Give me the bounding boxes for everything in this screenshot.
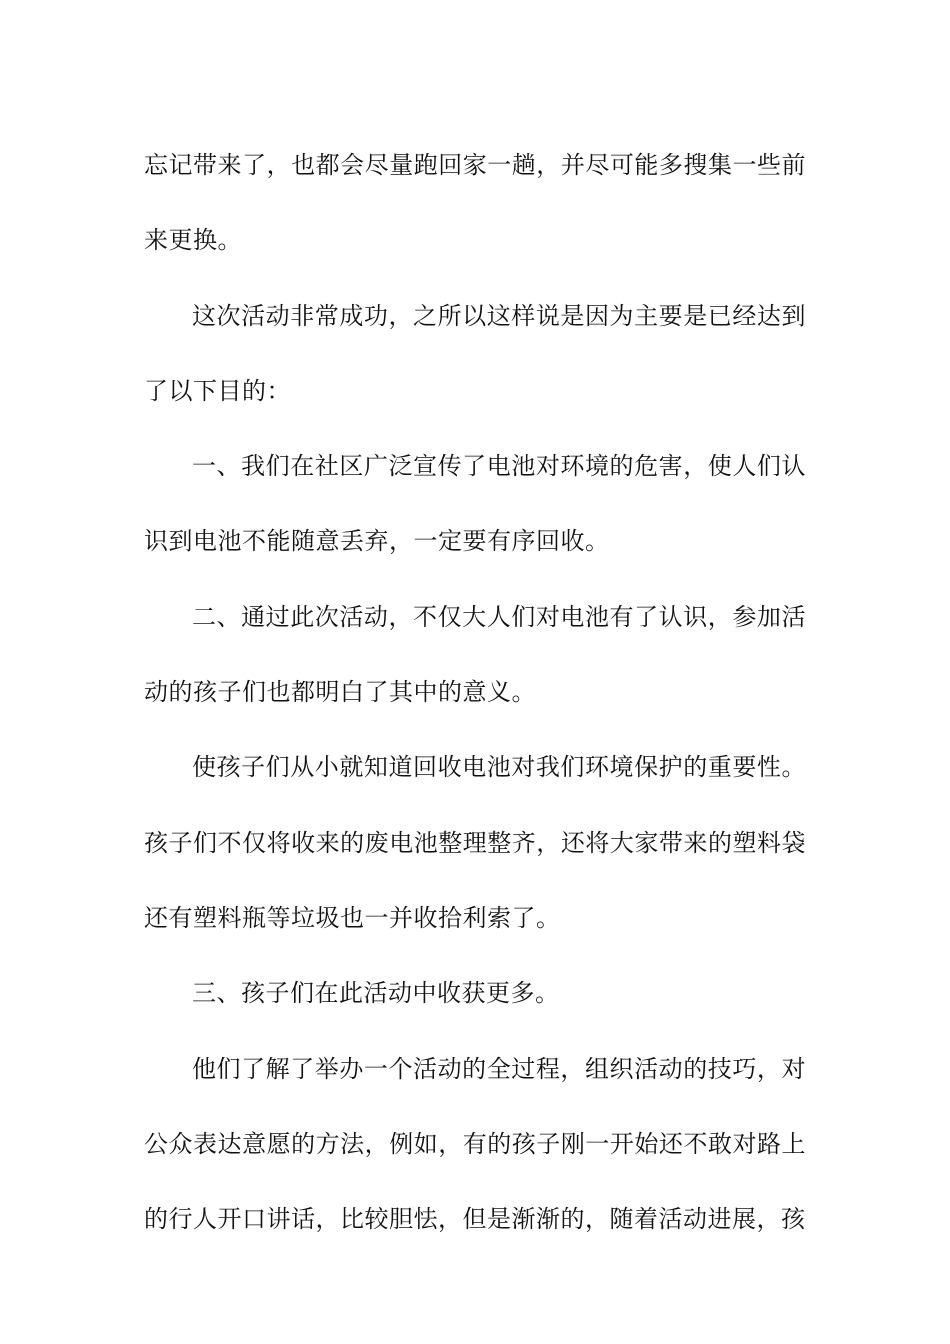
paragraph-success-summary: 这次活动非常成功，之所以这样说是因为主要是已经达到了以下目的： — [144, 301, 806, 405]
paragraph-point-two: 二、通过此次活动，不仅大人们对电池有了认识，参加活动的孩子们也都明白了其中的意义。 — [144, 602, 806, 707]
paragraph-point-one: 一、我们在社区广泛宣传了电池对环境的危害，使人们认识到电池不能随意丢弃，一定要有序回收。 — [144, 452, 806, 556]
document-body — [144, 128, 806, 1257]
paragraph-continuation: 忘记带来了，也都会尽量跑回家一趟，并尽可能多搜集一些前来更换。 — [144, 151, 806, 255]
paragraph-point-three: 三、孩子们在此活动中收获更多。 — [192, 979, 560, 1008]
paragraph-children-awareness: 使孩子们从小就知道回收电池对我们环境保护的重要性。孩子们不仅将收来的废电池整理整齐，还将大家带来的塑料袋还有塑料瓶等垃圾也一并收拾利索了。 — [144, 753, 806, 932]
paragraph-learning-process: 他们了解了举办一个活动的全过程，组织活动的技巧，对公众表达意愿的方法，例如，有的孩子刚一开始还不敢对路上的行人开口讲话，比较胆怯，但是渐渐的，随着活动进展，孩 — [144, 1054, 806, 1234]
